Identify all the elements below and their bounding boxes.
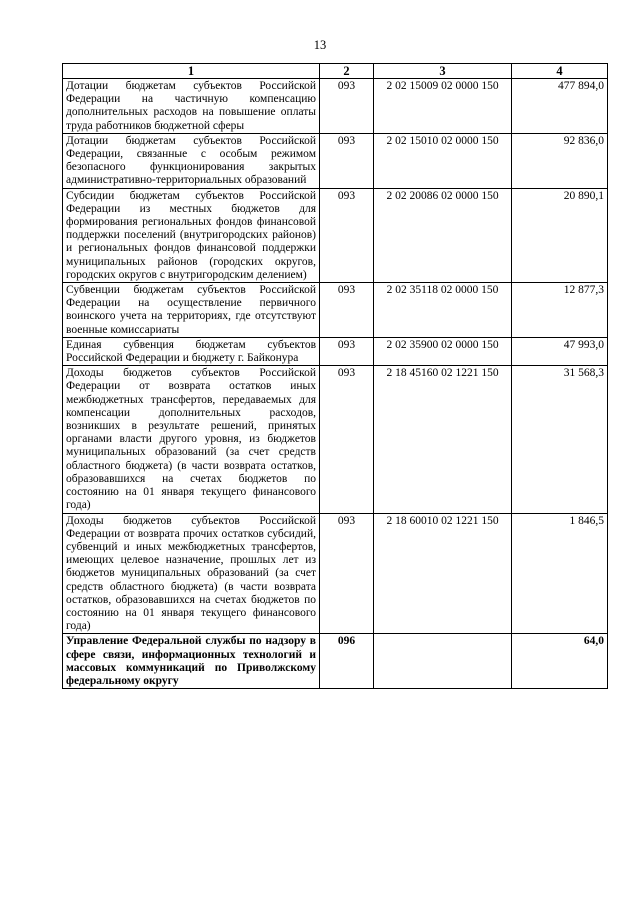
row-admin-code: 093	[320, 133, 374, 188]
column-header-code: 2	[320, 64, 374, 79]
row-admin-code: 096	[320, 634, 374, 689]
budget-revenue-table	[62, 63, 608, 689]
row-kbk-code	[374, 634, 512, 689]
row-kbk-code: 2 02 20086 02 0000 150	[374, 188, 512, 282]
row-amount: 12 877,3	[512, 283, 608, 338]
row-admin-code: 093	[320, 337, 374, 365]
column-header-amount: 4	[512, 64, 608, 79]
row-name: Управление Федеральной службы по надзору в сфере связи, информационных технологий и массовых коммуникаций по Приволжскому федеральному округу	[63, 634, 320, 689]
table-row-administrator	[63, 634, 608, 689]
row-admin-code: 093	[320, 513, 374, 634]
row-amount: 20 890,1	[512, 188, 608, 282]
table-row	[63, 283, 608, 338]
row-admin-code: 093	[320, 188, 374, 282]
row-name: Субсидии бюджетам субъектов Российской Федерации из местных бюджетов для формирования региональных фондов финансовой поддержки поселений (внутригородских районов) и региональных фондов финансовой поддержки муниципальных районов (городских округов, городских округов с внутригородским делением)	[63, 188, 320, 282]
row-kbk-code: 2 18 60010 02 1221 150	[374, 513, 512, 634]
row-amount: 64,0	[512, 634, 608, 689]
row-name: Субвенции бюджетам субъектов Российской Федерации на осуществление первичного воинского учета на территориях, где отсутствуют военные комиссариаты	[63, 283, 320, 338]
table-row	[63, 133, 608, 188]
table-row	[63, 188, 608, 282]
row-name: Доходы бюджетов субъектов Российской Федерации от возврата прочих остатков субсидий, субвенций и иных межбюджетных трансфертов, имеющих целевое назначение, прошлых лет из бюджетов муниципальных образований (за счет средств областного бюджета) (в части возврата остатков, образовавшихся на счетах бюджетов по состоянию на 01 января текущего финансового года)	[63, 513, 320, 634]
row-amount: 47 993,0	[512, 337, 608, 365]
column-header-kbk: 3	[374, 64, 512, 79]
row-amount: 31 568,3	[512, 366, 608, 513]
table-row	[63, 513, 608, 634]
row-amount: 1 846,5	[512, 513, 608, 634]
table-row	[63, 366, 608, 513]
page-number: 13	[313, 38, 327, 52]
row-amount: 92 836,0	[512, 133, 608, 188]
row-name: Дотации бюджетам субъектов Российской Федерации на частичную компенсацию дополнительных расходов на повышение оплаты труда работников бюджетной сферы	[63, 79, 320, 134]
row-kbk-code: 2 02 35118 02 0000 150	[374, 283, 512, 338]
column-header-name: 1	[63, 64, 320, 79]
row-admin-code: 093	[320, 79, 374, 134]
row-amount: 477 894,0	[512, 79, 608, 134]
table-row	[63, 337, 608, 365]
row-kbk-code: 2 02 35900 02 0000 150	[374, 337, 512, 365]
row-kbk-code: 2 02 15010 02 0000 150	[374, 133, 512, 188]
row-name: Доходы бюджетов субъектов Российской Федерации от возврата остатков иных межбюджетных трансфертов, передаваемых для компенсации дополнительных расходов, возникших в результате решений, принятых органами власти другого уровня, из бюджетов муниципальных образований (за счет средств областного бюджета) (в части возврата остатков, образовавшихся на счетах бюджетов по состоянию на 01 января текущего финансового года)	[63, 366, 320, 513]
row-name: Дотации бюджетам субъектов Российской Федерации, связанные с особым режимом безопасного функционирования закрытых административно-территориальных образований	[63, 133, 320, 188]
row-name: Единая субвенция бюджетам субъектов Российской Федерации и бюджету г. Байконура	[63, 337, 320, 365]
row-admin-code: 093	[320, 283, 374, 338]
row-kbk-code: 2 18 45160 02 1221 150	[374, 366, 512, 513]
table-row	[63, 79, 608, 134]
table-header-row	[63, 64, 608, 79]
row-kbk-code: 2 02 15009 02 0000 150	[374, 79, 512, 134]
row-admin-code: 093	[320, 366, 374, 513]
